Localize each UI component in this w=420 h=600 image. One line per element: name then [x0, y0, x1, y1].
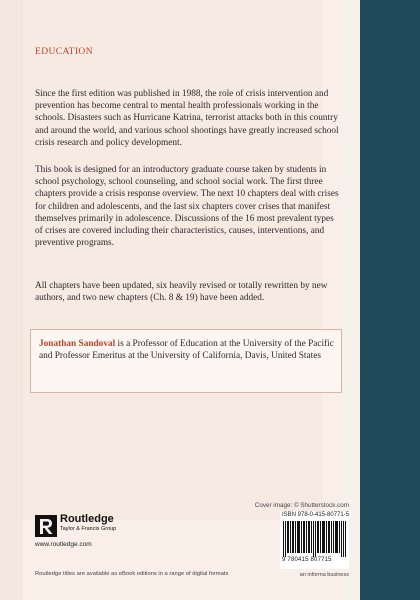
publisher-name: Routledge — [60, 513, 114, 525]
barcode-box — [280, 511, 349, 569]
informa-tagline: an informa business — [299, 572, 349, 578]
isbn-label: ISBN 978-0-415-80771-5 — [282, 512, 350, 518]
routledge-logo-icon — [35, 515, 57, 537]
barcode-digits: 9 780415 807715 — [282, 557, 332, 563]
category-label: EDUCATION — [35, 47, 93, 57]
author-name: Jonathan Sandoval — [39, 339, 116, 349]
publisher-group: Taylor & Francis Group — [60, 526, 117, 532]
spine-band — [360, 0, 420, 600]
description-paragraph-1: Since the first edition was published in 1988, the role of crisis intervention and prevention has become central to mental health professionals working in the schools. Disasters such as Hurricane Katrina, terrorist attacks both in this country and around the world, and various school shootings have greatly increased school crisis research and policy development. — [35, 89, 339, 148]
publisher-url[interactable]: www.routledge.com — [35, 541, 92, 548]
author-bio-text: is a Professor of Education at the University of the Pacific and Professor Emeritus at the University of California, Davis, United States — [39, 339, 334, 362]
cover-background-overlay — [23, 0, 323, 520]
cover-image-credit: Cover image: © Shutterstock.com — [254, 502, 349, 509]
barcode-icon — [282, 521, 347, 557]
author-bio-box — [30, 329, 342, 393]
author-bio — [39, 338, 335, 362]
description-paragraph-3: All chapters have been updated, six heavily revised or totally rewritten by new authors, and two new chapters (Ch. 8 & 19) have been added. — [35, 281, 328, 304]
description-paragraph-2: This book is designed for an introductory graduate course taken by students in school psychology, school counseling, and school social work. The first three chapters provide a crisis response overview. The next 10 chapters deal with crises for children and adolescents, and the last six chapters cover crises that manifest themselves primarily in adolescence. Discussions of the 16 most prevalent types of crises are covered including their characteristics, causes, interventions, and preventive programs. — [35, 165, 339, 249]
ebook-note: Routledge titles are available as eBook editions in a range of digital formats — [35, 571, 229, 577]
